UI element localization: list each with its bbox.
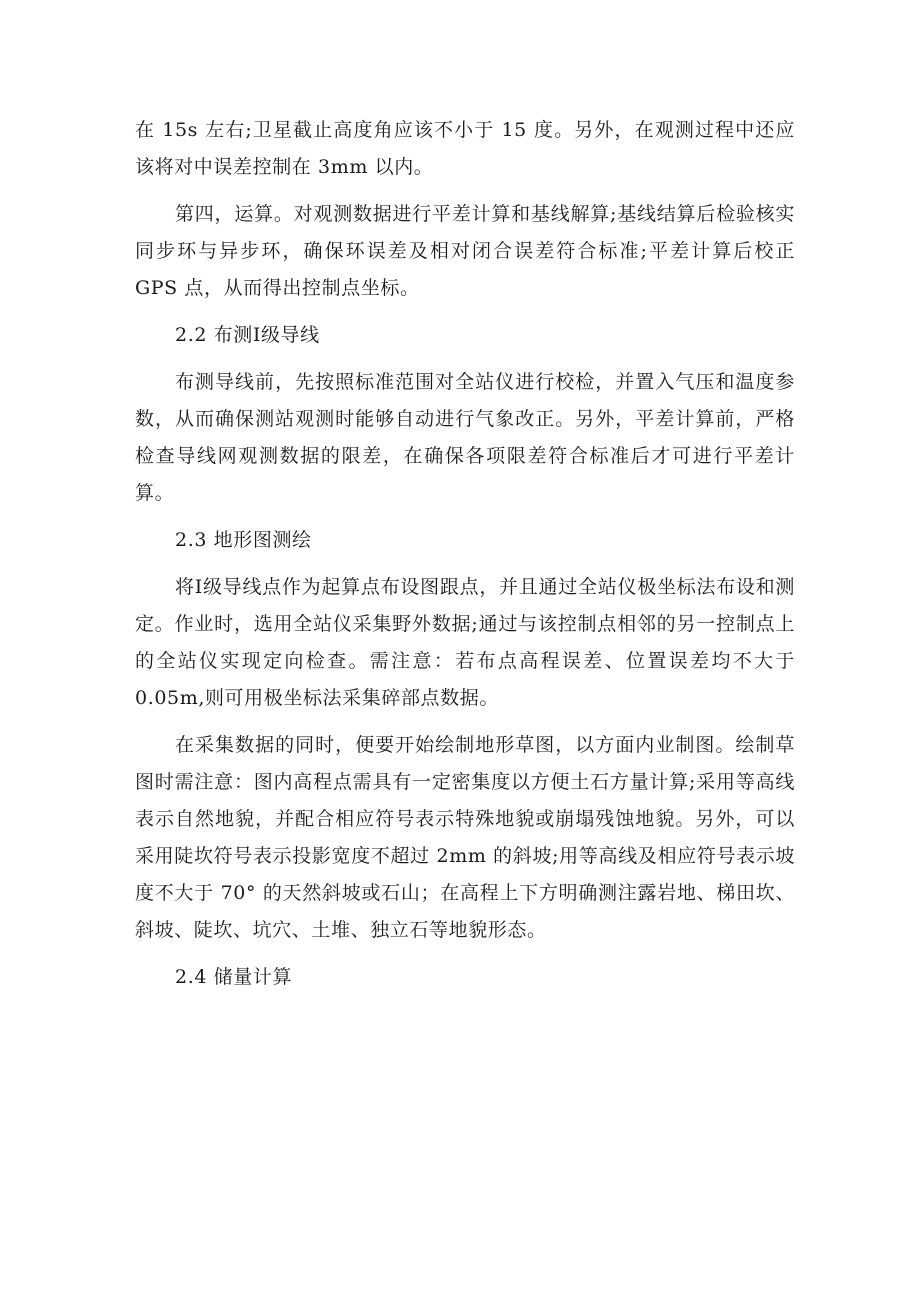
- section-heading-2-3: 2.3 地形图测绘: [175, 529, 312, 551]
- paragraph-observation-settings: 在 15s 左右;卫星截止高度角应该不小于 15 度。另外，在观测过程中还应该将对中误差控制在 3mm 以内。: [135, 119, 795, 178]
- section-heading-2-4: 2.4 储量计算: [175, 966, 293, 988]
- section-heading-2-2: 2.2 布测Ⅰ级导线: [175, 324, 320, 346]
- paragraph-traverse-layout: 布测导线前，先按照标准范围对全站仪进行校检，并置入气压和温度参数，从而确保测站观测时能够自动进行气象改正。另外，平差计算前，严格检查导线网观测数据的限差，在确保各项限差符合标准后才可进行平差计算。: [135, 371, 795, 504]
- document-body: [135, 112, 795, 1006]
- paragraph-sketch-drawing: 在采集数据的同时，便要开始绘制地形草图，以方面内业制图。绘制草图时需注意：图内高程点需具有一定密集度以方便土石方量计算;采用等高线表示自然地貌，并配合相应符号表示特殊地貌或崩塌残蚀地貌。另外，可以采用陡坎符号表示投影宽度不超过 2mm 的斜坡;用等高线及相应符号表示坡度不大于 70° 的天然斜坡或石山；在高程上下方明确测注露岩地、梯田坎、斜坡、陡坎、坑穴、土堆、独立石等地貌形态。: [135, 734, 795, 941]
- paragraph-computation: 第四，运算。对观测数据进行平差计算和基线解算;基线结算后检验核实同步环与异步环，确保环误差及相对闭合误差符合标准;平差计算后校正 GPS 点，从而得出控制点坐标。: [135, 203, 795, 299]
- paragraph-topographic-survey: 将Ⅰ级导线点作为起算点布设图跟点，并且通过全站仪极坐标法布设和测定。作业时，选用全站仪采集野外数据;通过与该控制点相邻的另一控制点上的全站仪实现定向检查。需注意：若布点高程误差、位置误差均不大于 0.05m,则可用极坐标法采集碎部点数据。: [135, 576, 795, 709]
